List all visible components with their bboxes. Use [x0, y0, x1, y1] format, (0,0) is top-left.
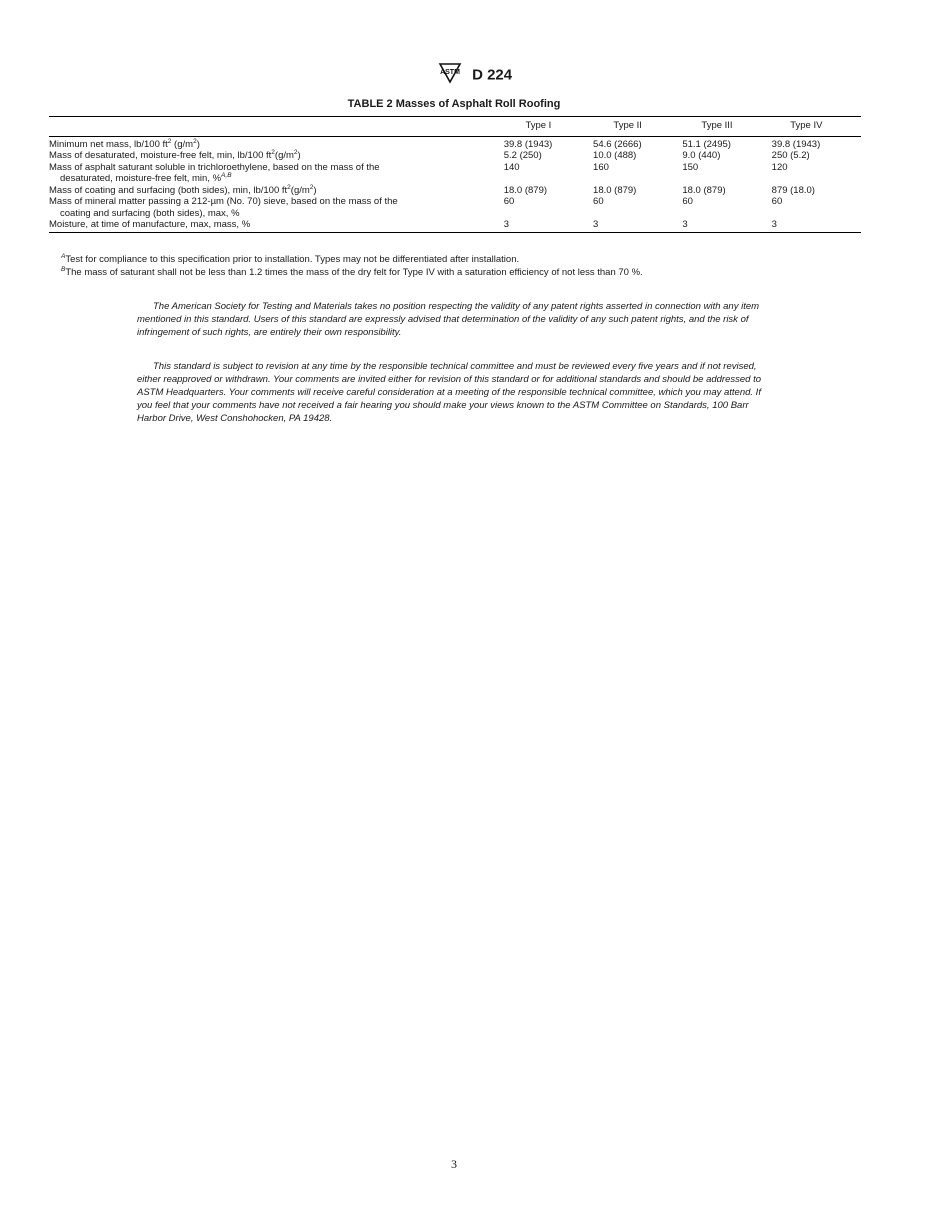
footnote-a: $^A$Test for compliance to this specification prior to installation. Types may not be differentiated after installation. — [61, 252, 520, 265]
row-label: Minimum net mass, lb/100 $ft^2$ $(g/m^2)$ — [49, 137, 200, 150]
table-cell: 51.1 (2495) — [682, 138, 731, 150]
table-cell: 39.8 (1943) — [771, 138, 821, 150]
table-row — [49, 185, 861, 197]
footnote-b: $^B$The mass of saturant shall not be less than 1.2 times the mass of the dry felt for Type IV with a saturation efficiency of not less than 70 %. — [61, 265, 643, 278]
table-cell: 60 — [682, 196, 693, 207]
table-cell: 10.0 (488) — [593, 150, 637, 161]
table-cell: 18.0 (879) — [593, 184, 637, 196]
row-label: Mass of mineral matter passing a 212-µm (No. 70) sieve, based on the mass of the coating and surfacing (both sides), max, % — [49, 196, 398, 219]
table-row — [49, 196, 861, 219]
revision-notice: This standard is subject to revision at any time by the responsible technical committee and must be reviewed every five years and if not revised, either reapproved or withdrawn. Your comments are invited either for revision of this standard or for additional standards and should be addressed to ASTM Headquarters. Your comments will receive careful consideration at a meeting of the responsible technical committee, which you may attend. If you feel that your comments have not received a fair hearing you should make your views known to the ASTM Committee on Standards, 100 Barr Harbor Drive, West Conshohocken, PA 19428. — [137, 361, 762, 424]
table-row — [49, 136, 861, 150]
table-cell: 18.0 (879) — [503, 184, 548, 196]
table-cell: 54.6 (2666) — [593, 138, 642, 150]
column-header-property — [49, 117, 504, 137]
table-cell: 3 — [593, 219, 682, 232]
svg-text:ASTM: ASTM — [439, 69, 460, 76]
column-header-type-iii: Type III — [682, 117, 771, 137]
table-cell: 60 — [771, 196, 783, 207]
table-row — [49, 150, 861, 162]
table-cell: 39.8 (1943) — [503, 138, 553, 150]
table-row — [49, 162, 861, 185]
page-header — [0, 62, 950, 88]
table-cell: 60 — [593, 196, 604, 207]
table-title: TABLE 2 Masses of Asphalt Roll Roofing — [347, 98, 561, 110]
patent-notice: The American Society for Testing and Materials takes no position respecting the validity of any patent rights asserted in connection with any item mentioned in this standard. Users of this standard are expressly advised that determination of the validity of any such patent rights, and the risk of infringement of such rights, are entirely their own responsibility. — [137, 301, 760, 338]
table-cell: 5.2 (250) — [503, 150, 542, 161]
row-label: Mass of desaturated, moisture-free felt, min, lb/100 $ft^2(g/m^2)$ — [49, 148, 301, 161]
table-cell: 18.0 (879) — [682, 184, 726, 196]
row-label: Mass of asphalt saturant soluble in trichloroethylene, based on the mass of the desaturated, moisture-free felt, min, %$^{A,B}$ — [49, 161, 380, 184]
table-cell: 3 — [504, 219, 593, 232]
page-number: 3 — [451, 1157, 457, 1171]
column-header-type-i: Type I — [504, 117, 593, 137]
table-cell: 3 — [682, 219, 771, 232]
table-footnotes — [61, 253, 861, 279]
table-cell: 60 — [503, 196, 515, 207]
table-cell: 879 (18.0) — [771, 184, 815, 196]
astm-logo-icon — [438, 62, 462, 88]
table-cell: 9.0 (440) — [682, 150, 721, 161]
table-body — [49, 136, 861, 232]
row-label: Moisture, at time of manufacture, max, mass, % — [49, 219, 504, 232]
table-row — [49, 219, 861, 232]
masses-table — [49, 116, 861, 233]
table-cell: 3 — [772, 219, 861, 232]
column-header-type-ii: Type II — [593, 117, 682, 137]
table-cell: 160 — [593, 161, 609, 173]
standard-designation: D 224 — [472, 66, 513, 84]
table-header-row — [49, 117, 861, 137]
table-cell: 150 — [682, 161, 699, 173]
table-cell: 250 (5.2) — [771, 150, 810, 161]
column-header-type-iv: Type IV — [772, 117, 861, 137]
table-cell: 140 — [503, 161, 520, 173]
table-cell: 120 — [771, 161, 788, 173]
row-label: Mass of coating and surfacing (both sides), min, lb/100 $ft^2(g/m^2)$ — [49, 183, 317, 196]
